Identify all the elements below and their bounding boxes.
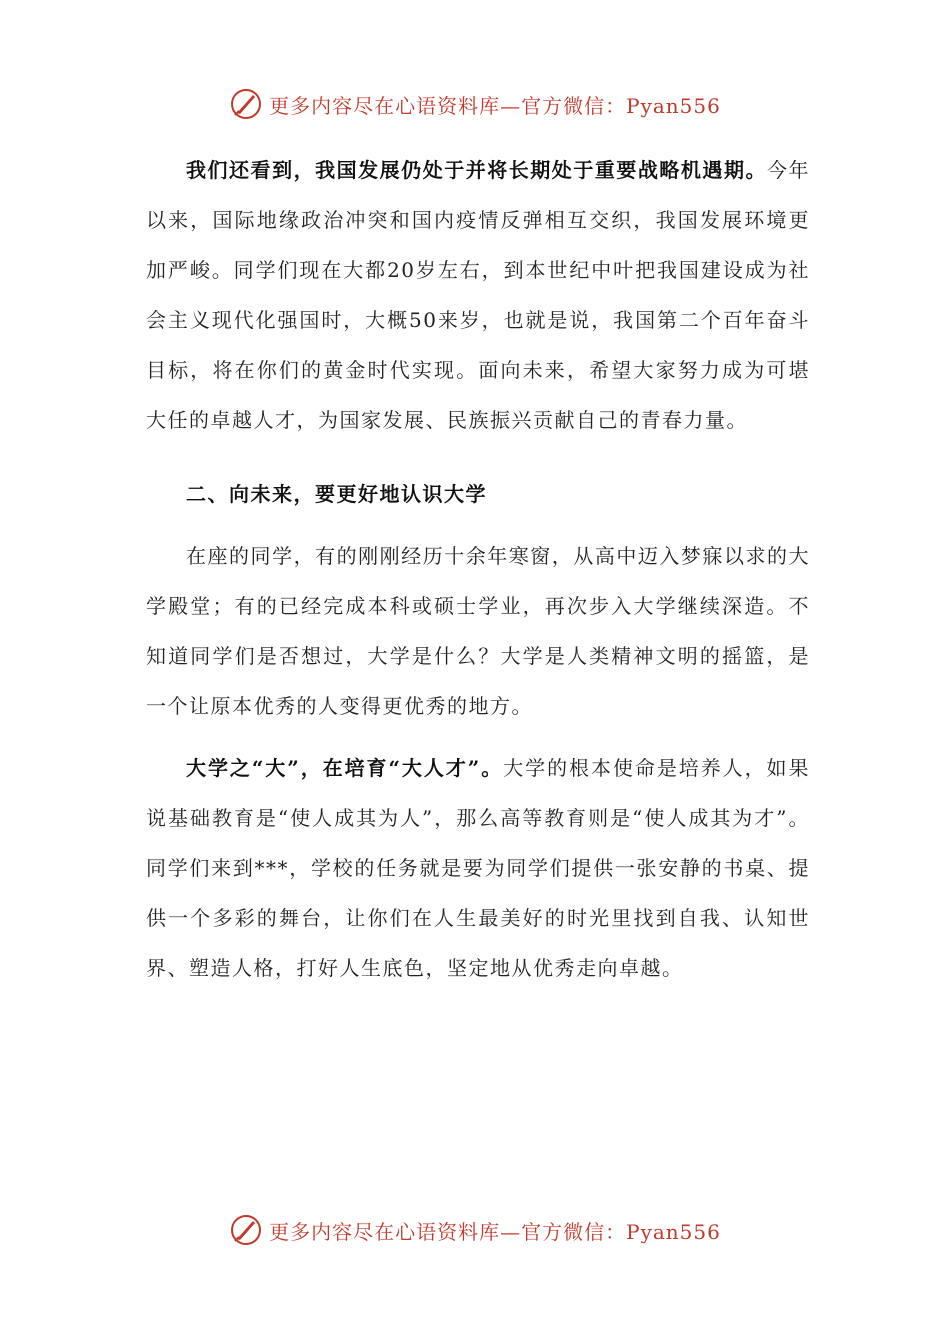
quill-logo-icon — [229, 87, 263, 121]
paragraph-3 — [146, 743, 810, 993]
paragraph-1 — [146, 145, 810, 445]
quill-logo-icon — [229, 1213, 263, 1247]
footer-watermark — [0, 1210, 950, 1250]
watermark-text: 更多内容尽在心语资料库—官方微信：Pyan556 — [269, 93, 721, 118]
header-watermark — [0, 84, 950, 124]
paragraph-3-text: 大学的根本使命是培养人，如果说基础教育是“使人成其为人”，那么高等教育则是“使人成其为才”。同学们来到***，学校的任务就是要为同学们提供一张安静的书桌、提供一个多彩的舞台，让你们在人生最美好的时光里找到自我、认知世界、塑造人格，打好人生底色，坚定地从优秀走向卓越。 — [146, 756, 811, 980]
document-body — [146, 145, 810, 993]
paragraph-1-lead: 我们还看到，我国发展仍处于并将长期处于重要战略机遇期。 — [186, 158, 767, 182]
watermark-text: 更多内容尽在心语资料库—官方微信：Pyan556 — [269, 1219, 721, 1244]
paragraph-2: 在座的同学，有的刚刚经历十余年寒窗，从高中迈入梦寐以求的大学殿堂；有的已经完成本科或硕士学业，再次步入大学继续深造。不知道同学们是否想过，大学是什么？大学是人类精神文明的摇篮，是一个让原本优秀的人变得更优秀的地方。 — [146, 544, 810, 718]
paragraph-3-lead: 大学之“大”，在培育“大人才”。 — [186, 756, 504, 780]
paragraph-1-text: 今年以来，国际地缘政治冲突和国内疫情反弹相互交织，我国发展环境更加严峻。同学们现在大都20岁左右，到本世纪中叶把我国建设成为社会主义现代化强国时，大概50来岁，也就是说，我国第二个百年奋斗目标，将在你们的黄金时代实现。面向未来，希望大家努力成为可堪大任的卓越人才，为国家发展、民族振兴贡献自己的青春力量。 — [146, 158, 811, 432]
section-heading: 二、向未来，要更好地认识大学 — [186, 482, 487, 506]
